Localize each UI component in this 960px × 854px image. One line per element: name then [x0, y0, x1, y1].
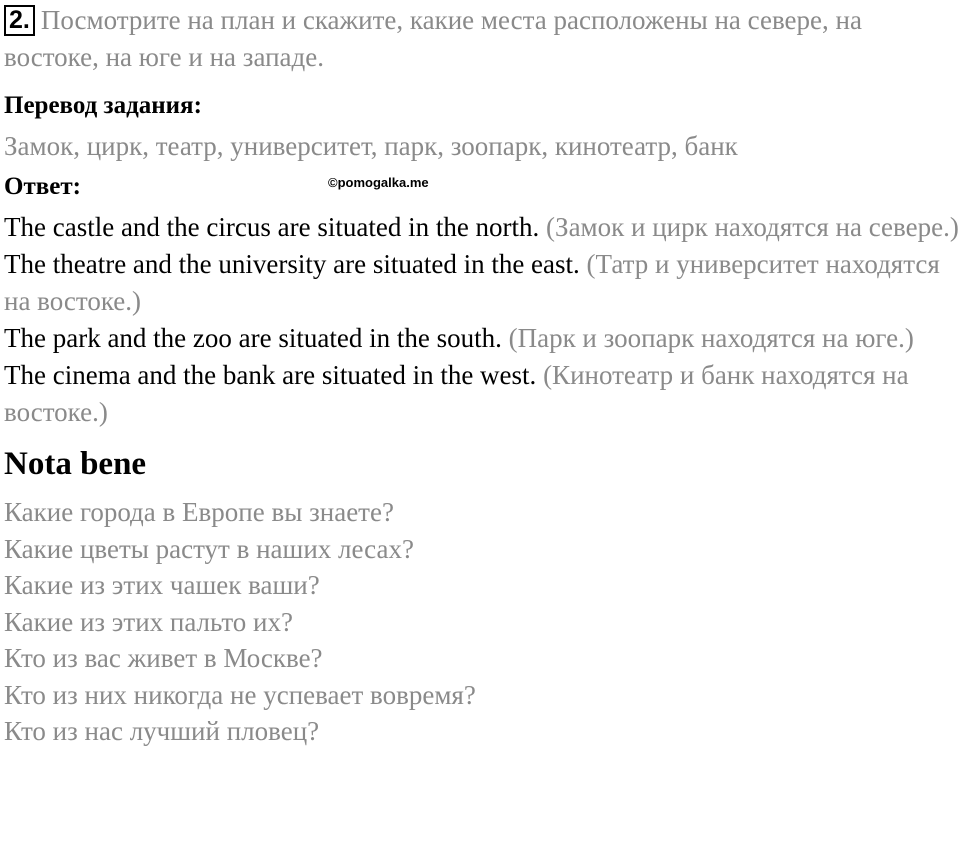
answer-russian: (Замок и цирк находятся на севере.) [546, 212, 959, 242]
list-item: Какие города в Европе вы знаете? [4, 497, 394, 527]
answer-russian: (Кинотеатр и банк находятся на востоке.) [4, 360, 909, 427]
list-item: Кто из вас живет в Москве? [4, 643, 323, 673]
answer-english: The park and the zoo are situated in the south. [4, 323, 502, 353]
answer-russian: (Парк и зоопарк находятся на юге.) [508, 323, 914, 353]
nota-bene-heading: Nota bene [4, 446, 147, 482]
translation-heading: Перевод задания: [4, 92, 202, 119]
answer-list [4, 209, 960, 431]
list-item: Кто из нас лучший пловец? [4, 716, 320, 746]
list-item: Какие цветы растут в наших лесах? [4, 533, 414, 564]
answer-english: The theatre and the university are situated in the east. [4, 249, 580, 279]
answer-item [4, 320, 960, 357]
answer-header [4, 171, 960, 203]
answer-item [4, 357, 960, 431]
list-item: Какие из этих чашек ваши? [4, 570, 320, 600]
task-number-badge: 2. [4, 5, 35, 36]
translation-text: Замок, цирк, театр, университет, парк, зоопарк, кинотеатр, банк [4, 131, 738, 161]
watermark: ©pomogalka.me [328, 175, 429, 190]
answer-russian: (Татр и университет находятся на востоке.) [4, 249, 940, 316]
task-statement [4, 0, 960, 76]
list-item: Кто из них никогда не успевает вовремя? [4, 679, 476, 710]
list-item: Какие из этих пальто их? [4, 606, 293, 637]
task-text: Посмотрите на план и скажите, какие места расположены на севере, на востоке, на юге и на западе. [4, 5, 862, 72]
answer-item [4, 246, 960, 320]
nota-bene-list [4, 494, 960, 750]
answer-heading: Ответ: [4, 173, 81, 200]
answer-english: The cinema and the bank are situated in the west. [4, 360, 537, 390]
answer-english: The castle and the circus are situated in the north. [4, 212, 540, 242]
answer-item [4, 209, 960, 246]
